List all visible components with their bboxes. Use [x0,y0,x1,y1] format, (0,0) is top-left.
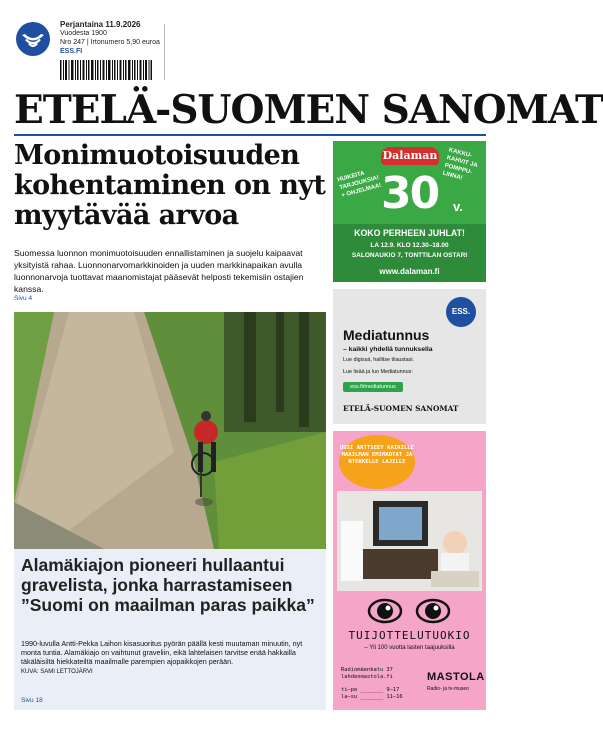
mediatunnus-line2: Lue lisää ja luo Mediatunnus: [343,369,413,375]
mastola-address [341,667,421,701]
issue-date: Perjantaina 11.9.2026 [60,20,141,29]
mastola-title: TUIJOTTELUTUOKIO [348,629,471,642]
ess-logo-icon[interactable] [16,22,50,56]
dalaman-right-text: KAKKU-KAHVIT JA POMPPU-LINNA! [441,147,478,182]
second-story[interactable] [14,549,326,710]
second-headline[interactable]: Alamäkiajon pioneeri hullaantui gravelista, jonka harrastamiseen ”Suomi on maailman paras paikka” [21,555,315,615]
mediatunnus-button[interactable]: ess.fi/mediatunnus [343,382,403,392]
mastola-ad[interactable] [333,431,486,710]
since-text: Vuodesta 1900 [60,30,107,37]
dalaman-brand: Dalaman [381,147,439,165]
newspaper-title: ETELÄ-SUOMEN SANOMAT [14,87,603,133]
dalaman-ad[interactable] [333,141,486,282]
second-body-text: 1990-luvulla Antti-Pekka Laihon kisasuoritus pyörän päällä kesti muutaman minuutin, nyt monta tuntia. Alamäkiajo on vaihtunut graveliin, eikä lahtelaisen tarvitse enää hakkailla täkäläisiltä hiekkateiltä maailmalle parempien ajopaikkojen perään. [21,639,303,666]
mediatunnus-logo: ETELÄ-SUOMEN SANOMAT [343,404,459,413]
mastola-hours2: la–su _______ 11–16 [341,694,403,700]
mediatunnus-ad[interactable] [333,289,486,424]
second-page-ref[interactable]: Sivu 18 [21,697,43,704]
mastola-addr1: Radiomäenkatu 37 [341,667,393,673]
dalaman-left-text: HUIKEITA TARJOUKSIA! + OHJELMAA! [336,170,383,200]
dalaman-link[interactable]: www.dalaman.fi [379,267,440,276]
issue-meta [60,20,160,56]
dalaman-time: LA 12.9. KLO 12.30–18.00 [370,242,449,249]
lead-headline[interactable]: Monimuotoisuuden kohentaminen on nyt myytävää arvoa [14,140,326,231]
mastola-bubble: UUSI ARTTSEEY KAIKILLE MAAILMAN EMIMAOTAT JA NTEKKELLE LAJILLE [339,435,415,489]
lead-paragraph: Suomessa luonnon monimuotoisuuden ennallistaminen ja suojelu kaipaavat yksityistä rahaa. Luonnonarvomarkkinoiden ja uuden markkinapaikan avulla luonnonarvoja tuottavat maanomistajat pääsevät helposti tekemisiin ostajien kanssa. [14,248,304,294]
title-rule [14,134,486,136]
ess-badge-icon: ESS. [446,297,476,327]
mastola-sub: – Yli 100 vuotta lasten taajuuksilla [364,645,455,651]
mediatunnus-title: Mediatunnus [343,327,430,343]
dalaman-anniversary: 30 [381,168,439,219]
lead-page-ref[interactable]: Sivu 4 [14,295,33,302]
mastola-brand-sub: Radio- ja tv-museo [427,686,469,692]
dalaman-v: v. [453,199,463,214]
barcode-icon [60,60,152,80]
dalaman-address: SALONAUKIO 7, TONTTILAN OSTARI [351,252,468,259]
meta-divider [164,24,165,80]
mediatunnus-line1: Lue digissä, hallitse tilaustasi. [343,357,415,363]
dalaman-koko: KOKO PERHEEN JUHLAT! [354,228,465,238]
site-link[interactable]: ESS.FI [60,48,83,55]
cyclist-photo [14,312,326,549]
photo-credit: KUVA: SAMI LETTOJÄRVI [21,669,93,675]
masthead [14,20,486,80]
second-body [21,639,321,677]
eyes-icon [333,596,486,626]
mastola-addr2[interactable]: lahdenmastola.fi [341,674,393,680]
mastola-brand: MASTOLA [427,671,485,683]
mastola-hours1: ti–pe _______ 9–17 [341,687,400,693]
mediatunnus-subtitle: – kaikki yhdellä tunnuksella [343,346,433,353]
issue-number: Nro 247 | Irtonumero 5,90 euroa [60,39,160,46]
